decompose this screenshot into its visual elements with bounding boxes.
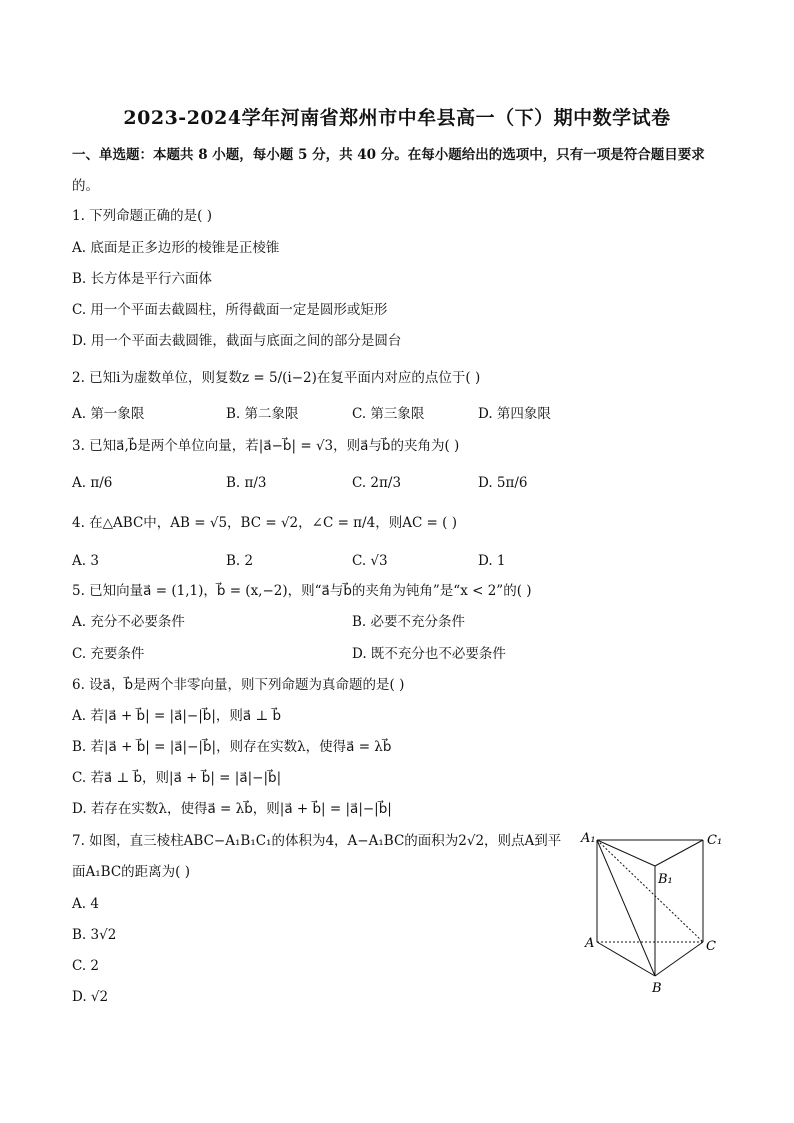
q1-option-a: A. 底面是正多边形的棱锥是正棱锥 — [72, 240, 280, 256]
q2-option-a: A. 第一象限 — [72, 406, 145, 422]
label-b1: B₁ — [658, 872, 673, 887]
q4-stem: 4. 在△ABC中，AB = √5，BC = √2，∠C = π/4，则AC = ( ) — [72, 515, 457, 531]
q5-stem: 5. 已知向量a⃗ = (1,1)，b⃗ = (x,−2)，则“a⃗与b⃗的夹角为钝角”是“x < 2”的( ) — [72, 583, 532, 599]
page-title: 2023-2024学年河南省郑州市中牟县高一（下）期中数学试卷 — [123, 107, 671, 129]
q5-option-b: B. 必要不充分条件 — [352, 614, 466, 630]
edge-b-c — [655, 942, 703, 976]
q7-option-a: A. 4 — [72, 896, 99, 912]
q7-stem-line2: 面A₁BC的距离为( ) — [72, 864, 190, 880]
label-c: C — [706, 939, 716, 954]
edge-a1-c-hidden — [597, 840, 703, 942]
prism-figure — [575, 828, 725, 998]
q2-option-b: B. 第二象限 — [226, 406, 299, 422]
q7-stem-line1: 7. 如图，直三棱柱ABC−A₁B₁C₁的体积为4，A−A₁BC的面积为2√2，则点A到平 — [72, 833, 562, 849]
label-a: A — [585, 936, 595, 951]
q3-option-b: B. π/3 — [226, 475, 267, 491]
q5-option-a: A. 充分不必要条件 — [72, 614, 185, 630]
q7-option-c: C. 2 — [72, 958, 100, 974]
edge-a1-b — [597, 840, 655, 976]
edge-a-b — [597, 942, 655, 976]
edge-a1-b1 — [597, 840, 655, 866]
q2-stem: 2. 已知i为虚数单位，则复数z = 5/(i−2)在复平面内对应的点位于( ) — [72, 370, 481, 386]
q6-option-b: B. 若|a⃗ + b⃗| = |a⃗|−|b⃗|，则存在实数λ，使得a⃗ = λb⃗ — [72, 739, 392, 755]
edge-b1-c1 — [655, 840, 703, 866]
q6-option-a: A. 若|a⃗ + b⃗| = |a⃗|−|b⃗|，则a⃗ ⊥ b⃗ — [72, 708, 282, 724]
label-b: B — [652, 981, 662, 996]
q2-option-d: D. 第四象限 — [478, 406, 551, 422]
section-heading-line2: 的。 — [72, 178, 99, 194]
q3-option-c: C. 2π/3 — [352, 475, 402, 491]
q6-option-d: D. 若存在实数λ，使得a⃗ = λb⃗，则|a⃗ + b⃗| = |a⃗|−|b⃗| — [72, 801, 392, 817]
q1-option-c: C. 用一个平面去截圆柱，所得截面一定是圆形或矩形 — [72, 302, 388, 318]
q6-option-c: C. 若a⃗ ⊥ b⃗，则|a⃗ + b⃗| = |a⃗|−|b⃗| — [72, 770, 282, 786]
q4-option-d: D. 1 — [478, 553, 506, 569]
q3-option-d: D. 5π/6 — [478, 475, 528, 491]
q1-stem: 1. 下列命题正确的是( ) — [72, 208, 212, 224]
q6-stem: 6. 设a⃗，b⃗是两个非零向量，则下列命题为真命题的是( ) — [72, 677, 405, 693]
q4-option-b: B. 2 — [226, 553, 254, 569]
q4-option-c: C. √3 — [352, 553, 388, 569]
q1-option-b: B. 长方体是平行六面体 — [72, 271, 213, 287]
q7-option-d: D. √2 — [72, 989, 109, 1005]
q1-option-d: D. 用一个平面去截圆锥，截面与底面之间的部分是圆台 — [72, 333, 402, 349]
q7-option-b: B. 3√2 — [72, 927, 117, 943]
q3-stem: 3. 已知a⃗,b⃗是两个单位向量，若|a⃗−b⃗| = √3，则a⃗与b⃗的夹角为( ) — [72, 438, 460, 454]
q3-option-a: A. π/6 — [72, 475, 113, 491]
section-heading-line1: 一、单选题：本题共 8 小题，每小题 5 分，共 40 分。在每小题给出的选项中，只有一项是符合题目要求 — [72, 147, 705, 163]
q2-option-c: C. 第三象限 — [352, 406, 425, 422]
q5-option-d: D. 既不充分也不必要条件 — [352, 646, 506, 662]
label-c1: C₁ — [707, 833, 723, 848]
q5-option-c: C. 充要条件 — [72, 646, 145, 662]
q4-option-a: A. 3 — [72, 553, 99, 569]
label-a1: A₁ — [581, 831, 596, 846]
